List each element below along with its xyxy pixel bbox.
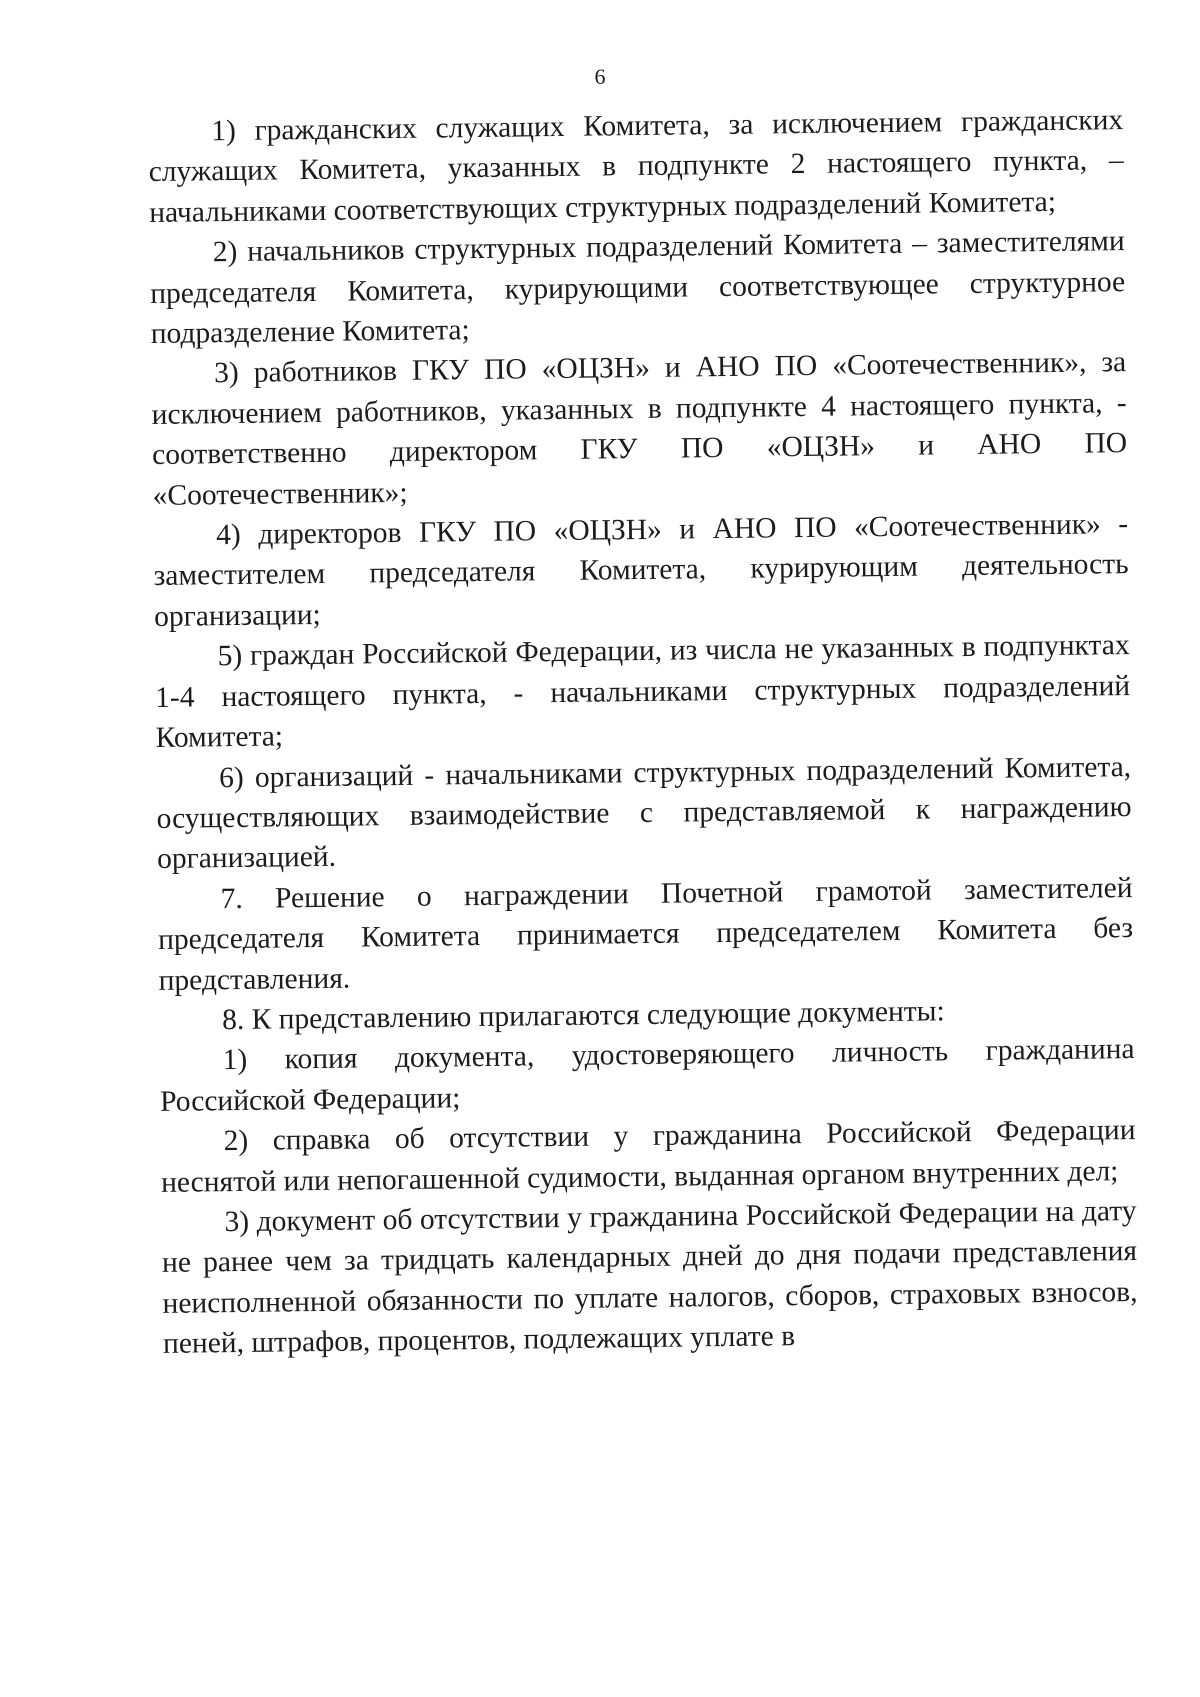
document-body [148, 100, 1138, 1364]
paragraph-item-8-documents: 8. К представлению прилагаются следующие документы: [221, 995, 945, 1037]
paragraph-subitem-3-employees: 3) работников ГКУ ПО «ОЦЗН» и АНО ПО «Соотечественник», за исключением работников, указанных в подпункте 4 настоящего пункта, - соответственно директором ГКУ ПО «ОЦЗН» и АНО ПО «Соотечественник»; [151, 346, 1128, 512]
paragraph-doc-3-tax-obligations: 3) документ об отсутствии у гражданина Российской Федерации на дату не ранее чем за тридцать календарных дней до дня подачи представления неисполненной обязанности по уплате налогов, сборов, страховых взносов, пеней, штрафов, процентов, подлежащих уплате в [161, 1194, 1138, 1361]
paragraph-subitem-2-division-heads: 2) начальников структурных подразделений Комитета – заместителями председателя Комитета, курирующими соответствующее структурное подразделение Комитета; [150, 225, 1126, 351]
page-number: 6 [594, 64, 606, 89]
paragraph-subitem-5-citizens: 5) граждан Российской Федерации, из числа не указанных в подпунктах 1-4 настоящего пункта, - начальниками структурных подразделений Комитета; [154, 629, 1131, 755]
paragraph-subitem-4-directors: 4) директоров ГКУ ПО «ОЦЗН» и АНО ПО «Соотечественник» - заместителем председателя Комитета, курирующим деятельность организации; [153, 508, 1129, 633]
paragraph-subitem-1-civil-servants: 1) гражданских служащих Комитета, за исключением гражданских служащих Комитета, указанных в подпункте 2 настоящего пункта, – начальниками соответствующих структурных подразделений Комитета; [148, 104, 1124, 229]
paragraph-subitem-6-organizations: 6) организаций - начальниками структурных подразделений Комитета, осуществляющих взаимодействие с представляемой к награждению организацией. [156, 750, 1132, 876]
paragraph-doc-1-identity-copy: 1) копия документа, удостоверяющего личность гражданина Российской Федерации; [159, 1033, 1135, 1118]
paragraph-doc-2-criminal-record: 2) справка об отсутствии у гражданина Российской Федерации неснятой или непогашенной судимости, выданная органом внутренних дел; [160, 1114, 1136, 1199]
paragraph-item-7-deputies-award: 7. Решение о награждении Почетной грамотой заместителей председателя Комитета принимается председателем Комитета без представления. [157, 871, 1134, 997]
